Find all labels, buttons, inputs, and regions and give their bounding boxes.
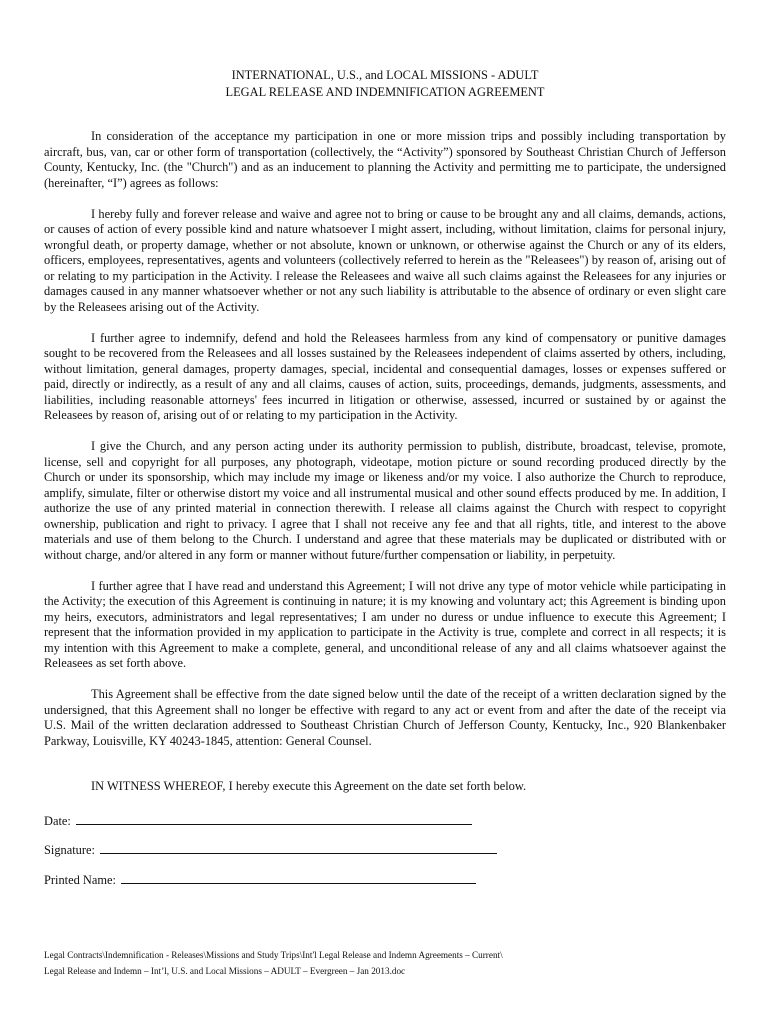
paragraph-effective-date: This Agreement shall be effective from the date signed below until the date of the receipt of a written declaration signed by the undersigned, that this Agreement shall no longer be effective with regard to any act or event from and after the date of the receipt via U.S. Mail of the written declaration addressed to Southeast Christian Church of Jefferson County, Kentucky, Inc., 920 Blankenbaker Parkway, Louisville, KY 40243-1845, attention: General Counsel. <box>44 687 726 748</box>
paragraph-media-permission: I give the Church, and any person acting under its authority permission to publish, distribute, broadcast, televise, promote, license, sell and copyright for all purposes, any photograph, videotape, motion picture or sound recording produced directly by the Church or under its sponsorship, which may include my image or likeness and/or my voice. I also authorize the Church to reproduce, amplify, simulate, filter or otherwise distort my voice and all instrumental musical and other sound effects produced by me. In addition, I authorize the use of any printed material in connection therewith. I release all claims against the Church with respect to copyright ownership, publication and right to privacy. I agree that I shall not receive any fee and that all rights, title, and interest to the above materials and use of them belong to the Church. I understand and agree that these materials may be duplicated or distributed with or without charge, and/or altered in any form or manner without future/further compensation or liability, in perpetuity. <box>44 439 726 562</box>
date-label: Date: <box>44 813 71 828</box>
title-line-2: LEGAL RELEASE AND INDEMNIFICATION AGREEMENT <box>225 85 545 99</box>
paragraph-acknowledgment: I further agree that I have read and understand this Agreement; I will not drive any type of motor vehicle while participating in the Activity; the execution of this Agreement is continuing in nature; it is my knowing and voluntary act; this Agreement is binding upon my heirs, executors, administrators and legal representatives; I am under no duress or undue influence to execute this Agreement; I represent that the information provided in my application to participate in the Activity is true, complete and correct in all respects; it is my intention with this Agreement to make a complete, general, and unconditional release of any and all claims whatsoever against the Releasees as set forth above. <box>44 578 726 670</box>
signature-label: Signature: <box>44 843 95 857</box>
signature-field[interactable] <box>100 843 497 854</box>
paragraph-consideration: In consideration of the acceptance my participation in one or more mission trips and possibly including transportation by aircraft, bus, van, car or other form of transportation (collectively, the “Activity”) sponsored by Southeast Christian Church of Jefferson County, Kentucky, Inc. (the "Church") and as an inducement to planning the Activity and permitting me to participate, the undersigned (hereinafter, “I”) agrees as follows: <box>44 129 726 190</box>
paragraph-indemnify: I further agree to indemnify, defend and hold the Releasees harmless from any kind of compensatory or punitive damages sought to be recovered from the Releasees and all losses sustained by the Releasees independent of claims asserted by others, including, without limitation, general damages, property damages, special, incidental and consequential damages, losses or expenses suffered or paid, directly or indirectly, as a result of any and all claims, causes of action, suits, proceedings, demands, judgments, assessments, and liabilities, including reasonable attorneys' fees incurred in litigation or otherwise, assessed, incurred or sustained by or against the Releasees by reason of, arising out of or relating to my participation in the Activity. <box>44 330 726 422</box>
date-field-row <box>44 814 726 830</box>
document-footer <box>44 948 503 979</box>
witness-statement: IN WITNESS WHEREOF, I hereby execute this Agreement on the date set forth below. <box>91 779 527 793</box>
printed-name-label: Printed Name: <box>44 872 116 887</box>
printed-name-field-row <box>44 873 726 889</box>
paragraph-release: I hereby fully and forever release and waive and agree not to bring or cause to be brought any and all claims, demands, actions, or causes of action of every possible kind and nature whatsoever I might assert, including, without limitation, claims for personal injury, wrongful death, or property damage, whether or not absolute, known or unknown, or otherwise against the Church or any of its elders, officers, employees, representatives, agents and volunteers (collectively referred to herein as the "Releasees") by reason of, arising out of or relating to my participation in the Activity. I release the Releasees and waive all such claims against the Releasees for any injuries or damages caused in any manner whatsoever whether or not any such liability is attributable to the absence of ordinary or even slight care by the Releasees arising out of the Activity. <box>44 206 726 314</box>
printed-name-field[interactable] <box>121 873 476 884</box>
footer-path-line-2: Legal Release and Indemn – Int’l, U.S. and Local Missions – ADULT – Evergreen – Jan 2013.doc <box>44 965 406 976</box>
signature-field-row <box>44 843 726 859</box>
agreement-body <box>44 129 726 749</box>
document-title <box>44 67 726 101</box>
date-field[interactable] <box>76 814 472 825</box>
footer-path-line-1: Legal Contracts\Indemnification - Releases\Missions and Study Trips\Int'l Legal Release and Indemn Agreements – Current\ <box>44 950 503 960</box>
title-line-1: INTERNATIONAL, U.S., and LOCAL MISSIONS - ADULT <box>231 68 539 82</box>
